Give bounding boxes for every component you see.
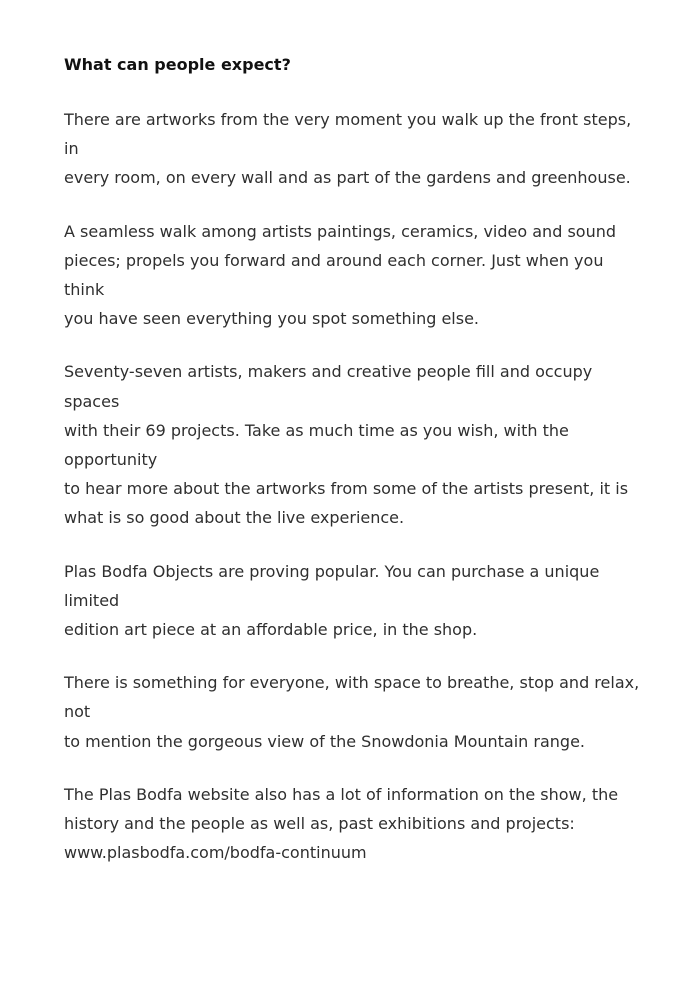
paragraph-artworks: There are artworks from the very moment you walk up the front steps, in every room, on every wall and as part of the gardens and greenhouse. <box>64 110 632 188</box>
paragraph-everyone: There is something for everyone, with space to breathe, stop and relax, not to mention the gorgeous view of the Snowdonia Mountain range. <box>64 673 640 751</box>
document-body <box>64 52 644 891</box>
paragraph-website: The Plas Bodfa website also has a lot of information on the show, the history and the people as well as, past exhibitions and projects: www.plasbodfa.com/bodfa-continuum <box>64 784 619 863</box>
paragraph-objects: Plas Bodfa Objects are proving popular. You can purchase a unique limited edition art piece at an affordable price, in the shop. <box>64 561 600 640</box>
section-heading: What can people expect? <box>64 55 291 74</box>
paragraph-artists: Seventy-seven artists, makers and creative people fill and occupy spaces with their 69 projects. Take as much time as you wish, with the opportunity to hear more about the artworks from some of the artists present, it is what is so good about the live experience. <box>64 362 629 528</box>
paragraph-seamless-walk: A seamless walk among artists paintings, ceramics, video and sound pieces; propels you forward and around each corner. Just when you think you have seen everything you spot something else. <box>64 221 616 329</box>
